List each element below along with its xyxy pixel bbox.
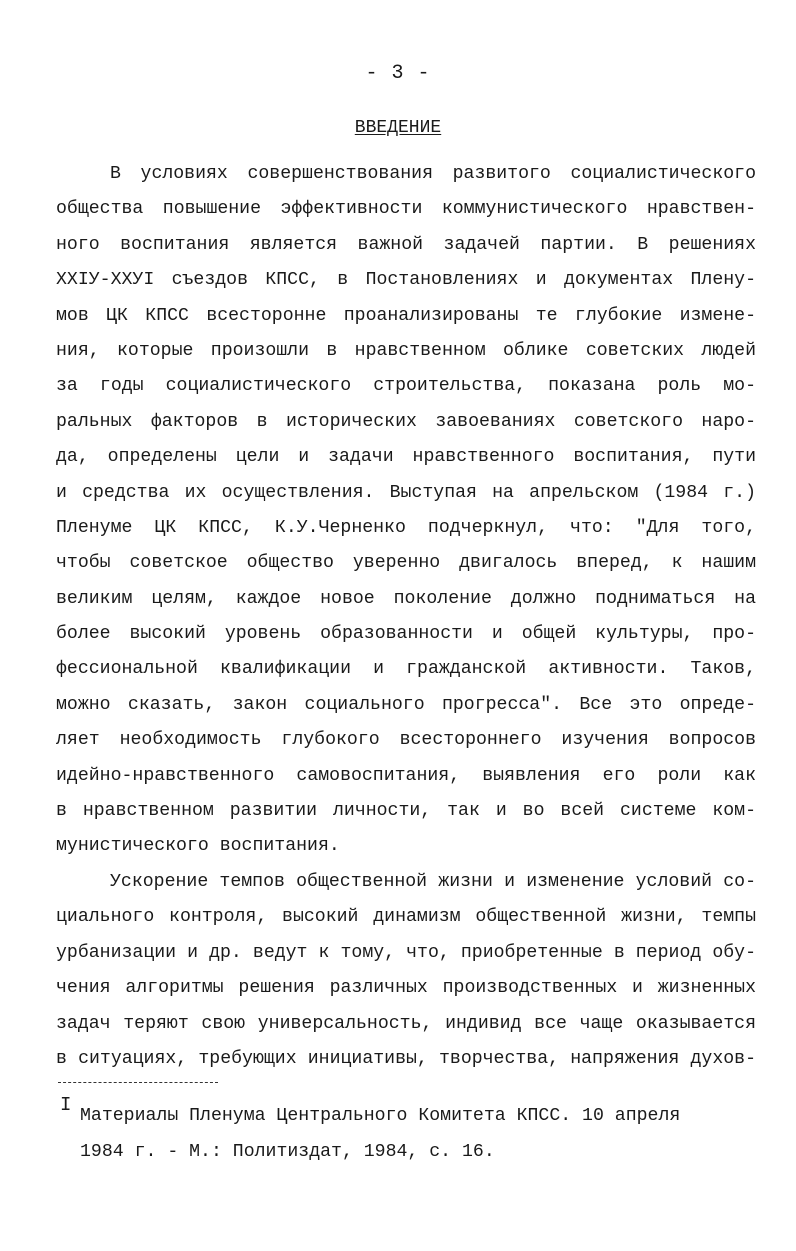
footnote [60, 1094, 750, 1170]
text-line: чтобы советское общество уверенно двигалось вперед, к нашим [56, 553, 756, 574]
page-number: - 3 - [365, 62, 431, 85]
text-line: можно сказать, закон социального прогресса". Все это опреде- [56, 694, 756, 715]
text-line: за годы социалистического строительства, показана роль мо- [56, 376, 756, 397]
text-line: в ситуациях, требующих инициативы, творчества, напряжения духов- [56, 1048, 756, 1069]
text-line: ральных факторов в исторических завоеваниях советского наро- [56, 411, 756, 432]
footnote-separator [58, 1082, 218, 1083]
text-line: мунистического воспитания. [56, 836, 340, 857]
text-line: ного воспитания является важной задачей партии. В решениях [56, 234, 756, 255]
page-title: ВВЕДЕНИЕ [354, 118, 442, 138]
text-line: ния, которые произошли в нравственном облике советских людей [56, 340, 756, 361]
text-line: фессиональной квалификации и гражданской активности. Таков, [56, 659, 756, 680]
text-line: общества повышение эффективности коммунистического нравствен- [56, 199, 756, 220]
text-line: ляет необходимость глубокого всестороннего изучения вопросов [56, 730, 756, 751]
text-line: Пленуме ЦК КПСС, К.У.Черненко подчеркнул, что: "Для того, [56, 517, 756, 538]
text-line: задач теряют свою универсальность, индивид все чаще оказывается [56, 1013, 756, 1034]
text-line: В условиях совершенствования развитого социалистического [110, 164, 756, 184]
text-line: чения алгоритмы решения различных производственных и жизненных [56, 978, 756, 999]
text-line: циального контроля, высокий динамизм общественной жизни, темпы [56, 907, 756, 928]
text-line: великим целям, каждое новое поколение должно подниматься на [56, 588, 756, 609]
text-line: да, определены цели и задачи нравственного воспитания, пути [56, 447, 756, 468]
paragraph-2 [56, 865, 756, 1077]
text-line: и средства их осуществления. Выступая на апрельском (1984 г.) [56, 482, 756, 503]
text-line: более высокий уровень образованности и общей культуры, про- [56, 624, 756, 645]
text-line: в нравственном развитии личности, так и во всей системе ком- [56, 801, 756, 822]
footnote-line: Материалы Пленума Центрального Комитета КПСС. 10 апреля [80, 1106, 681, 1126]
text-line: урбанизации и др. ведут к тому, что, приобретенные в период обу- [56, 942, 756, 963]
footnote-line: 1984 г. - М.: Политиздат, 1984, с. 16. [80, 1142, 495, 1162]
text-line: мов ЦК КПСС всесторонне проанализированы те глубокие измене- [56, 305, 756, 326]
text-line: Ускорение темпов общественной жизни и изменение условий со- [110, 872, 756, 892]
paragraph-1 [56, 157, 756, 865]
footnote-mark: I [60, 1094, 72, 1116]
text-line: идейно-нравственного самовоспитания, выявления его роли как [56, 765, 756, 786]
text-line: ХХIУ-ХХУI съездов КПСС, в Постановлениях и документах Плену- [56, 270, 756, 291]
